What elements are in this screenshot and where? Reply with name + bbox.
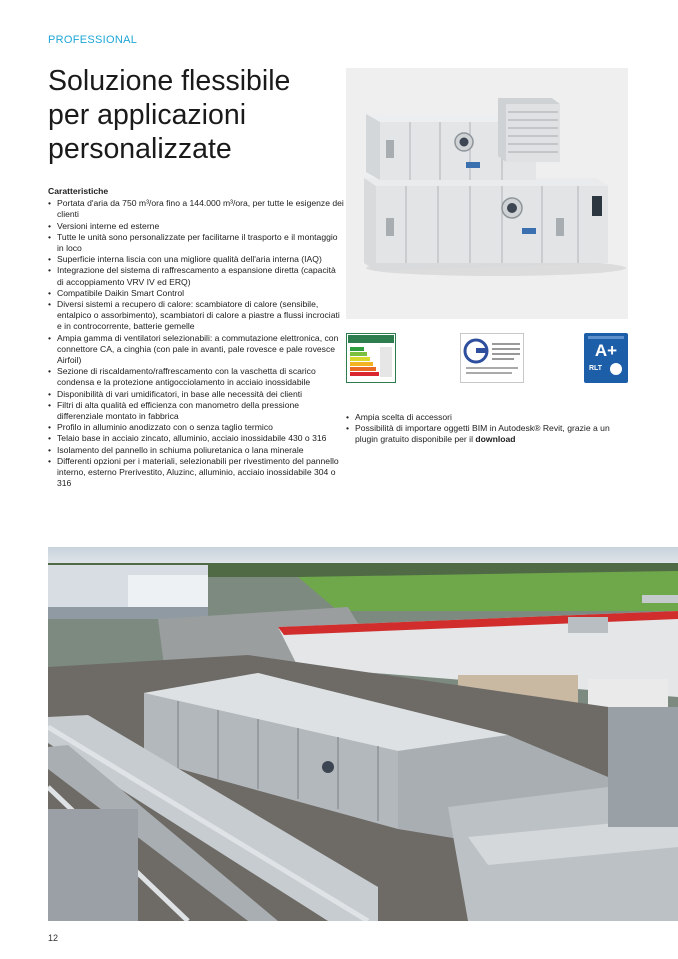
badge-rating: A+ bbox=[594, 341, 618, 360]
feature-item: • Disponibilità di vari umidificatori, in base alle necessità dei clienti bbox=[48, 389, 344, 400]
accessory-item: • Ampia scelta di accessori bbox=[346, 412, 628, 423]
title-line-1: Soluzione flessibile bbox=[48, 65, 291, 97]
accessory-item bbox=[346, 423, 628, 445]
feature-item: • Profilo in alluminio anodizzato con o senza taglio termico bbox=[48, 422, 344, 433]
feature-item: • Ampia gamma di ventilatori selezionabili: a commutazione elettronica, con connettore CA, a cinghia (con pale in avanti, pale rovesce e pale rovesce Airfoil) bbox=[48, 333, 344, 367]
feature-item: • Compatibile Daikin Smart Control bbox=[48, 288, 344, 299]
feature-item: • Diversi sistemi a recupero di calore: scambiatore di calore (sensibile, entalpico o assorbimento), scambiatori di calore a piastre a flussi incrociati e in controcorrente, batterie gemelle bbox=[48, 299, 344, 333]
features-heading: Caratteristiche bbox=[48, 186, 109, 196]
accessories-list bbox=[346, 412, 628, 446]
feature-item: • Portata d'aria da 750 m³/ora fino a 144.000 m³/ora, per tutte le esigenze dei clienti bbox=[48, 198, 344, 220]
feature-item: • Telaio base in acciaio zincato, alluminio, acciaio inossidabile 430 o 316 bbox=[48, 433, 344, 444]
air-handling-unit-photo bbox=[346, 68, 628, 319]
feature-item: • Differenti opzioni per i materiali, selezionabili per rivestimento del pannello interno, esterno Prerivestito, Aluzinc, alluminio, acciaio inossidabile 304 o 316 bbox=[48, 456, 344, 490]
rooftop-installation-illustration bbox=[48, 547, 678, 921]
download-link[interactable]: download bbox=[475, 434, 516, 445]
feature-item: • Integrazione del sistema di raffrescamento a espansione diretta (capacità di accoppiamento VRV IV ed ERQ) bbox=[48, 265, 344, 287]
features-list bbox=[48, 198, 344, 489]
feature-item: • Versioni interne ed esterne bbox=[48, 221, 344, 232]
title-line-3: personalizzate bbox=[48, 133, 232, 165]
section-label: PROFESSIONAL bbox=[48, 34, 138, 46]
title-line-2: per applicazioni bbox=[48, 99, 247, 131]
certification-logos bbox=[346, 333, 628, 385]
page-title bbox=[48, 64, 348, 166]
accessories-section bbox=[346, 412, 628, 446]
rooftop-installation-photo bbox=[48, 547, 678, 921]
energy-label-icon bbox=[346, 333, 396, 383]
feature-item: • Sezione di riscaldamento/raffrescamento con la vaschetta di scarico condensa e la protezione antigocciolamento in acciaio inossidabile bbox=[48, 366, 344, 388]
bim-text: Possibilità di importare oggetti BIM in Autodesk® Revit, grazie a un plugin gratuito disponibile per il bbox=[355, 423, 610, 445]
page-number: 12 bbox=[48, 933, 59, 943]
air-handling-unit-illustration bbox=[346, 68, 628, 319]
feature-item: • Tutte le unità sono personalizzate per facilitarne il trasporto e il montaggio in loco bbox=[48, 232, 344, 254]
feature-item: • Superficie interna liscia con una migliore qualità dell'aria interna (IAQ) bbox=[48, 254, 344, 265]
badge-seal-icon bbox=[610, 363, 622, 375]
eurovent-certification-icon bbox=[460, 333, 524, 383]
a-plus-rating-badge bbox=[584, 333, 628, 383]
feature-item: • Isolamento del pannello in schiuma poliuretanica o lana minerale bbox=[48, 445, 344, 456]
features-section bbox=[48, 186, 344, 489]
badge-org: RLT bbox=[589, 365, 603, 372]
feature-item: • Filtri di alta qualità ed efficienza con manometro della pressione differenziale montato in fabbrica bbox=[48, 400, 344, 422]
